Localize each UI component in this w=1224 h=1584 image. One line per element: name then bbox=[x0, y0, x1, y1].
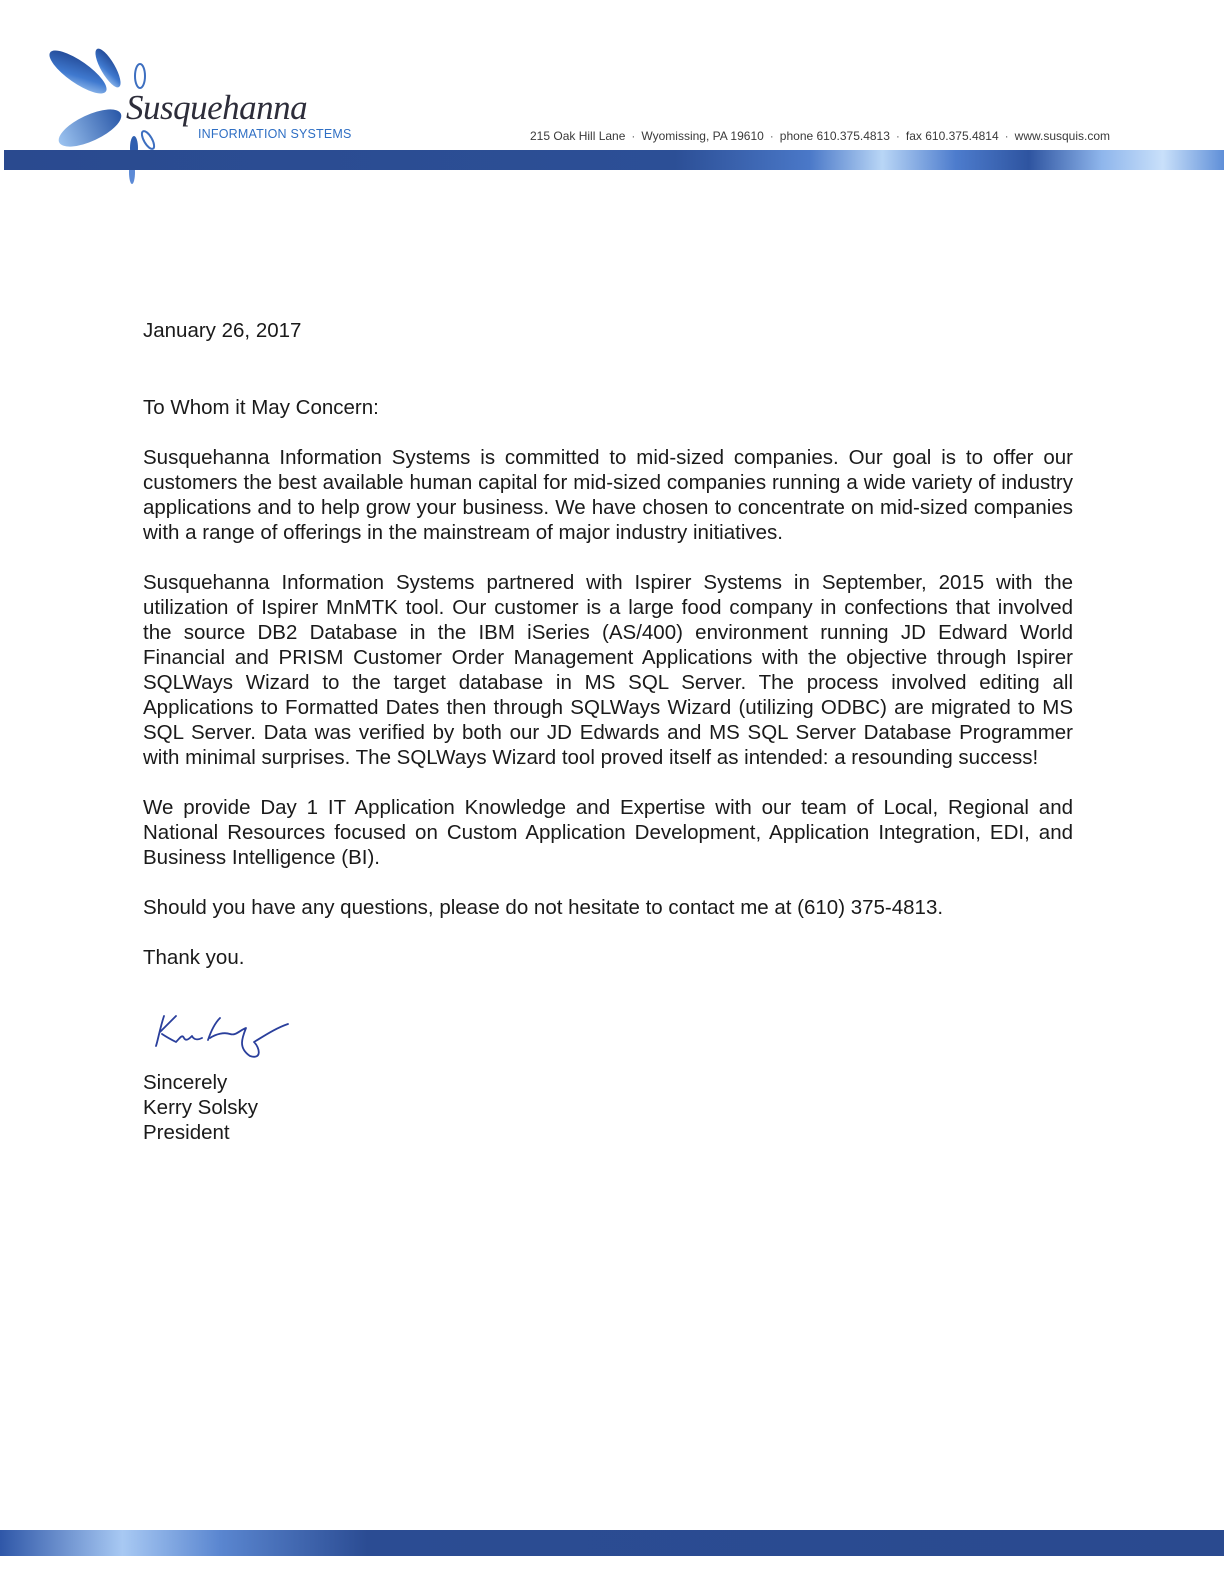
contact-address: 215 Oak Hill Lane bbox=[530, 129, 626, 143]
salutation: To Whom it May Concern: bbox=[143, 396, 379, 419]
brand-name: Susquehanna bbox=[126, 88, 308, 127]
signer-title: President bbox=[143, 1121, 230, 1144]
letter-body bbox=[143, 318, 1073, 970]
contact-city: Wyomissing, PA 19610 bbox=[641, 129, 764, 143]
contact-separator: · bbox=[631, 129, 636, 143]
contact-website[interactable]: www.susquis.com bbox=[1014, 129, 1111, 143]
contact-separator: · bbox=[895, 129, 900, 143]
letter-date: January 26, 2017 bbox=[143, 319, 302, 342]
contact-separator: · bbox=[769, 129, 774, 143]
header-bar bbox=[4, 150, 1224, 170]
closing: Thank you. bbox=[143, 946, 245, 969]
paragraph: Should you have any questions, please do not hesitate to contact me at (610) 375-4813. bbox=[143, 896, 944, 919]
footer-bar bbox=[0, 1530, 1224, 1556]
contact-separator: · bbox=[1004, 129, 1009, 143]
brand-subtitle: INFORMATION SYSTEMS bbox=[198, 127, 352, 141]
handwritten-signature-icon bbox=[150, 1008, 300, 1068]
contact-fax: fax 610.375.4814 bbox=[905, 129, 999, 143]
contact-phone: phone 610.375.4813 bbox=[779, 129, 890, 143]
paragraph: We provide Day 1 IT Application Knowledge and Expertise with our team of Local, Regional and National Resources focused on Custom Application Development, Application Integration, EDI, and Business Intelligence (BI). bbox=[143, 796, 1073, 869]
paragraph: Susquehanna Information Systems partnered with Ispirer Systems in September, 2015 with the utilization of Ispirer MnMTK tool. Our customer is a large food company in confections that involved the source DB2 Database in the IBM iSeries (AS/400) environment running JD Edward World Financial and PRISM Customer Order Management Applications with the objective through Ispirer SQLWays Wizard to the target database in MS SQL Server. The process involved editing all Applications to Formatted Dates then through SQLWays Wizard (utilizing ODBC) are migrated to MS SQL Server. Data was verified by both our JD Edwards and MS SQL Server Database Programmer with minimal surprises. The SQLWays Wizard tool proved itself as intended: a resounding success! bbox=[143, 571, 1073, 769]
signer-name: Kerry Solsky bbox=[143, 1096, 259, 1119]
signoff-block bbox=[143, 1070, 258, 1145]
paragraph: Susquehanna Information Systems is committed to mid-sized companies. Our goal is to offer our customers the best available human capital for mid-sized companies running a wide variety of industry applications and to help grow your business. We have chosen to concentrate on mid-sized companies with a range of offerings in the mainstream of major industry initiatives. bbox=[143, 446, 1073, 544]
contact-line bbox=[530, 129, 1166, 143]
signoff: Sincerely bbox=[143, 1071, 228, 1094]
